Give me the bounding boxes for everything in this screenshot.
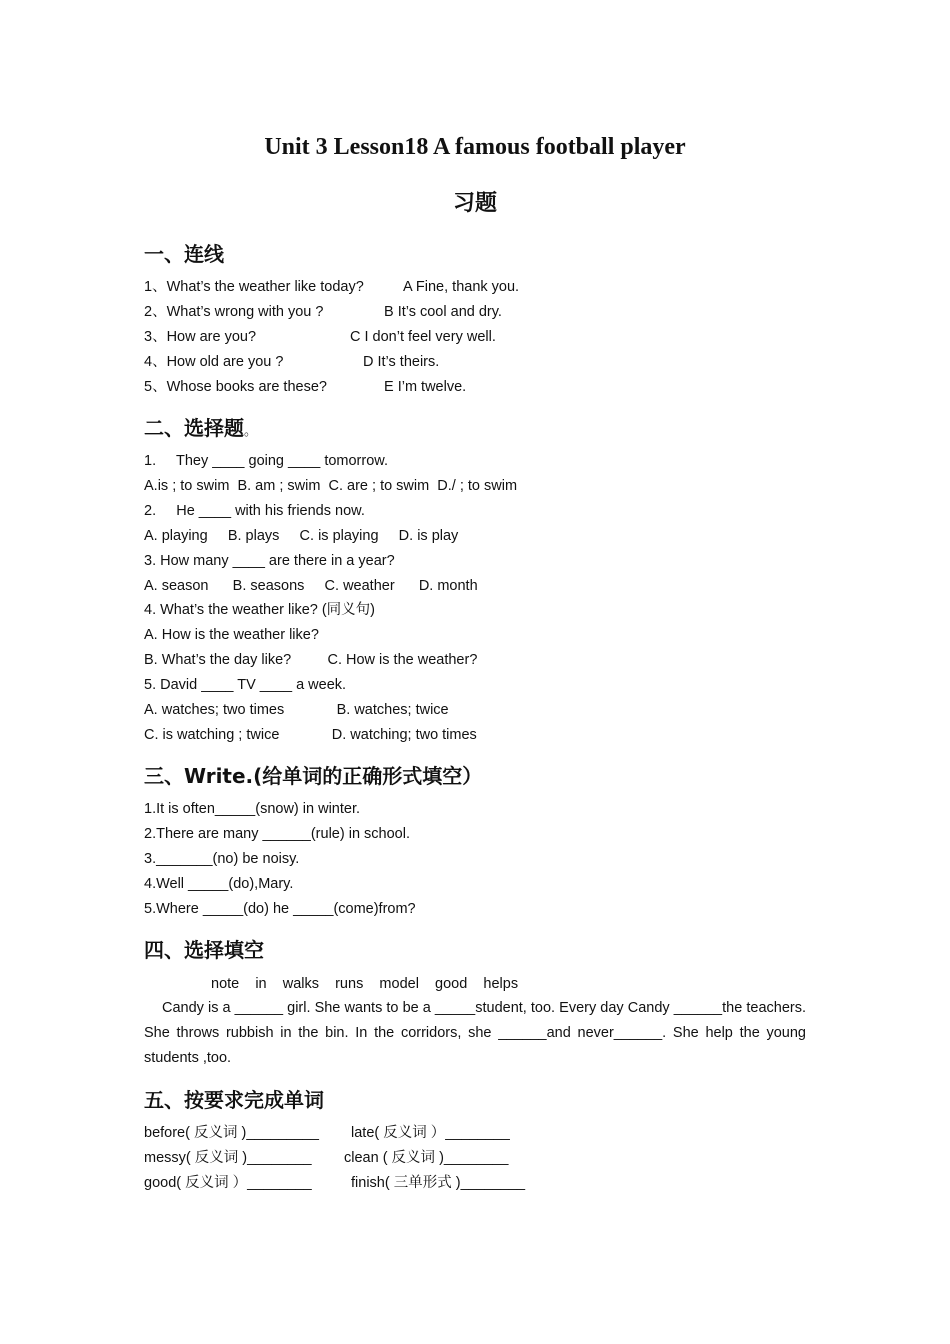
section3-heading: 三、Write.(给单词的正确形式填空） [144,764,483,788]
match-item [144,377,467,397]
question-line: 5. David ____ TV ____ a week. [144,677,347,693]
word-row [144,1173,526,1193]
word-row [144,1148,509,1168]
fill-line: 1.It is often_____(snow) in winter. [144,801,361,817]
options-line: B. What’s the day like? C. How is the weather? [144,652,478,668]
match-question: 2、What’s wrong with you ? [144,304,324,320]
word-task: late( 反义词 ）________ [351,1125,510,1141]
word-row [144,1123,510,1143]
fill-line: 5.Where _____(do) he _____(come)from? [144,901,416,917]
question-line: 3. How many ____ are there in a year? [144,553,395,569]
question-line: 2. He ____ with his friends now. [144,503,365,519]
section4-heading: 四、选择填空 [144,938,264,962]
options-line: A. How is the weather like? [144,627,319,643]
match-question: 3、How are you? [144,329,257,345]
page-title: Unit 3 Lesson18 A famous football player [264,134,686,160]
fill-line: 3._______(no) be noisy. [144,851,300,867]
options-line: A. watches; two times B. watches; twice [144,702,449,718]
cloze-paragraph: Candy is a ______ girl. She wants to be a _____student, too. Every day Candy ______the teachers. She throws rubbish in the bin. In the corridors, she ______and never______. She help the young students ,too. [144,1000,806,1066]
section5-heading: 五、按要求完成单词 [144,1088,324,1112]
match-answer: B It’s cool and dry. [384,304,502,320]
match-item [144,302,502,322]
fill-line: 4.Well _____(do),Mary. [144,876,294,892]
match-question: 1、What’s the weather like today? [144,279,364,295]
match-item [144,327,496,347]
match-answer: A Fine, thank you. [403,279,520,295]
question-line: 4. What’s the weather like? (同义句) [144,602,376,618]
match-answer: D It’s theirs. [363,354,440,370]
section1-heading: 一、连线 [144,242,224,266]
word-task: good( 反义词 ）________ [144,1175,312,1191]
section2-heading [144,412,257,441]
fill-line: 2.There are many ______(rule) in school. [144,826,410,842]
options-line: C. is watching ; twice D. watching; two times [144,727,477,743]
options-line: A.is ; to swim B. am ; swim C. are ; to swim D./ ; to swim [144,478,518,494]
options-line: A. playing B. plays C. is playing D. is play [144,528,459,544]
page-subtitle: 习题 [452,191,497,216]
match-question: 5、Whose books are these? [144,379,327,395]
word-task: messy( 反义词 )________ [144,1150,312,1166]
question-line: 1. They ____ going ____ tomorrow. [144,453,388,469]
section2-heading-text: 二、选择题 [144,416,244,440]
word-task: clean ( 反义词 )________ [344,1150,509,1166]
options-line: A. season B. seasons C. weather D. month [144,578,478,594]
match-item [144,277,520,297]
match-answer: C I don’t feel very well. [350,329,496,345]
word-bank: note in walks runs model good helps [211,976,519,992]
match-answer: E I’m twelve. [384,379,467,395]
word-task: finish( 三单形式 )________ [351,1175,526,1191]
section2-heading-mark: 。 [244,424,258,439]
match-question: 4、How old are you ? [144,354,284,370]
word-task: before( 反义词 )_________ [144,1125,319,1141]
match-item [144,352,440,372]
